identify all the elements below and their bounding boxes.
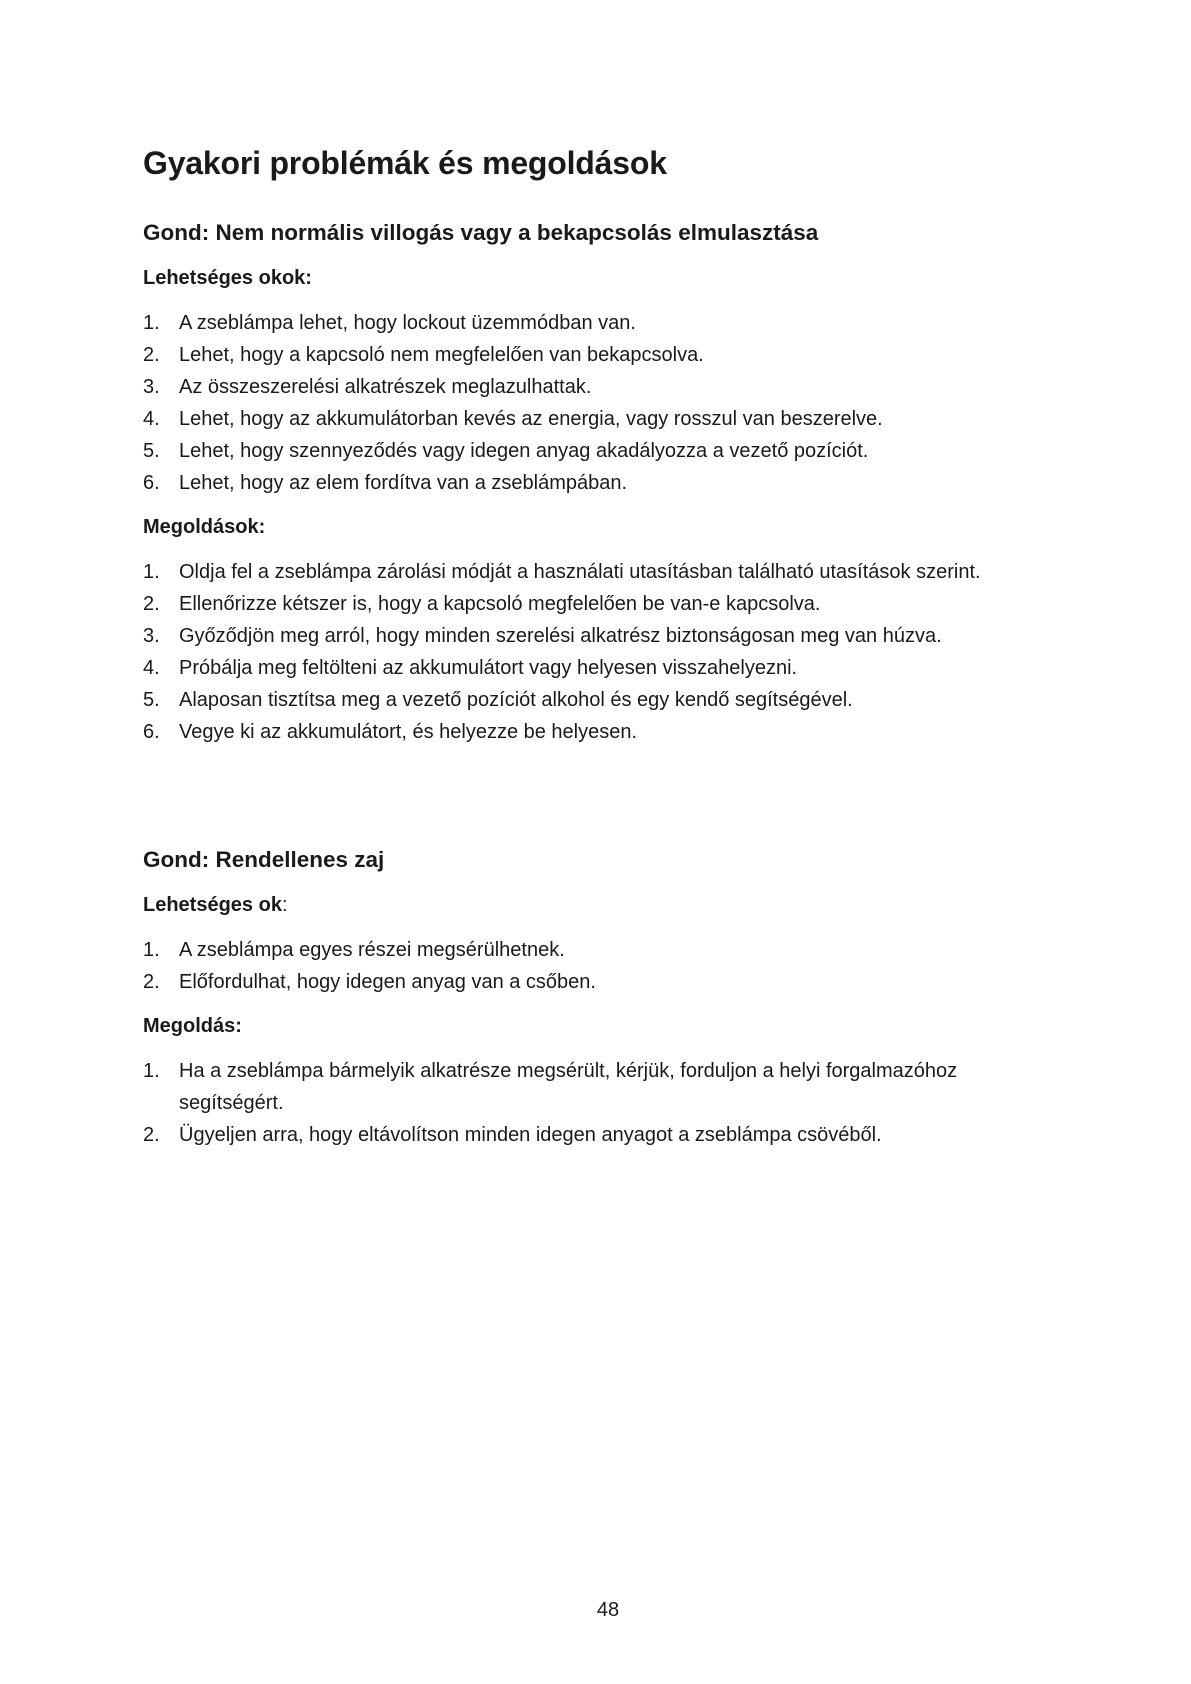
causes-list xyxy=(143,307,1073,499)
solutions-list xyxy=(143,1055,1073,1151)
list-item: 4. Próbálja meg feltölteni az akkumulátort vagy helyesen visszahelyezni. xyxy=(143,657,798,679)
list-item: 2. Ellenőrizze kétszer is, hogy a kapcsoló megfelelően be van-e kapcsolva. xyxy=(143,593,821,615)
section-flicker-problem xyxy=(143,218,1073,748)
page-number: 48 xyxy=(596,1599,620,1621)
causes-list xyxy=(143,934,1073,998)
list-item: 4. Lehet, hogy az akkumulátorban kevés az energia, vagy rosszul van beszerelve. xyxy=(143,408,883,430)
list-item: 1. Ha a zseblámpa bármelyik alkatrésze megsérült, kérjük, forduljon a helyi forgalmazóhoz segítségért. xyxy=(143,1060,958,1114)
list-item: 5. Alaposan tisztítsa meg a vezető pozíciót alkohol és egy kendő segítségével. xyxy=(143,689,853,711)
list-item: 2. Előfordulhat, hogy idegen anyag van a csőben. xyxy=(143,971,596,993)
list-item: 6. Vegye ki az akkumulátort, és helyezze be helyesen. xyxy=(143,721,638,743)
list-item: 1. A zseblámpa lehet, hogy lockout üzemmódban van. xyxy=(143,312,636,334)
solutions-label: Megoldások: xyxy=(143,516,266,538)
solutions-list xyxy=(143,556,1073,748)
list-item: 1. A zseblámpa egyes részei megsérülhetnek. xyxy=(143,939,565,961)
section-heading: Gond: Rendellenes zaj xyxy=(143,847,385,872)
section-heading: Gond: Nem normális villogás vagy a bekapcsolás elmulasztása xyxy=(143,220,819,245)
solutions-label: Megoldás: xyxy=(143,1015,242,1037)
list-item: 3. Győződjön meg arról, hogy minden szerelési alkatrész biztonságosan meg van húzva. xyxy=(143,625,942,647)
list-item: 6. Lehet, hogy az elem fordítva van a zseblámpában. xyxy=(143,472,628,494)
document-page xyxy=(143,0,1073,1684)
section-noise-problem xyxy=(143,845,1073,1151)
causes-label: Lehetséges okok: xyxy=(143,267,312,289)
list-item: 3. Az összeszerelési alkatrészek meglazulhattak. xyxy=(143,376,592,398)
list-item: 1. Oldja fel a zseblámpa zárolási módját a használati utasításban található utasítások szerint. xyxy=(143,561,981,583)
list-item: 5. Lehet, hogy szennyeződés vagy idegen anyag akadályozza a vezető pozíciót. xyxy=(143,440,869,462)
page-title: Gyakori problémák és megoldások xyxy=(143,145,667,181)
causes-label: Lehetséges ok: xyxy=(143,894,288,916)
list-item: 2. Lehet, hogy a kapcsoló nem megfelelően van bekapcsolva. xyxy=(143,344,704,366)
list-item: 2. Ügyeljen arra, hogy eltávolítson minden idegen anyagot a zseblámpa csövéből. xyxy=(143,1124,882,1146)
